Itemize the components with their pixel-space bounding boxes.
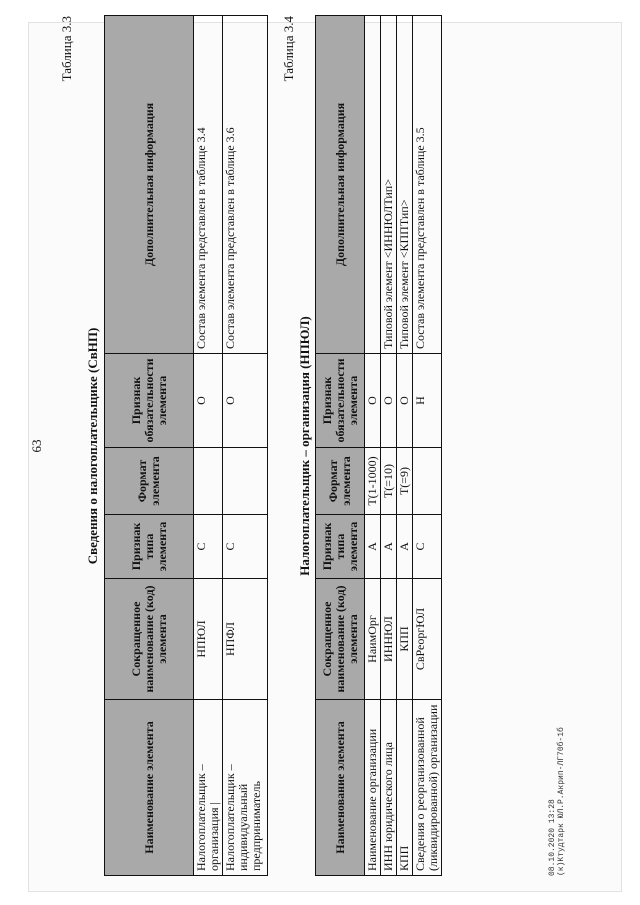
table-cell: Типовой элемент <ИННЮЛТип> xyxy=(381,16,397,354)
table2-header-cell: Признак обязательности элемента xyxy=(316,354,365,448)
table-cell: T(1-1000) xyxy=(365,448,381,515)
table-cell: T(=10) xyxy=(381,448,397,515)
table2-title: Налогоплательщик – организация (НПЮЛ) xyxy=(297,316,312,576)
table-cell: НПФЛ xyxy=(223,579,268,700)
table-cell: ИННЮЛ xyxy=(381,579,397,700)
table-row xyxy=(194,16,223,876)
table1 xyxy=(104,15,268,876)
table-cell: С xyxy=(223,515,268,579)
table1-header-cell: Сокращенное наименование (код) элемента xyxy=(105,579,194,700)
table-row xyxy=(381,16,397,876)
table2-label: Таблица 3.4 xyxy=(281,16,296,82)
table-cell: КПП xyxy=(397,579,413,700)
table-cell: ИНН юридического лица xyxy=(381,700,397,876)
table-cell: О xyxy=(194,354,223,448)
table-cell: СвРеоргЮЛ xyxy=(413,579,442,700)
table-cell: НПЮЛ xyxy=(194,579,223,700)
table-cell: Сведения о реорганизованной (ликвидированной) организации xyxy=(413,700,442,876)
table2 xyxy=(315,15,442,876)
table-cell: С xyxy=(194,515,223,579)
table-cell xyxy=(194,448,223,515)
table-cell: Налогоплательщик – индивидуальный предприниматель xyxy=(223,700,268,876)
table1-header-cell: Дополнительная информация xyxy=(105,16,194,354)
table-cell: Налогоплательщик – организация | xyxy=(194,700,223,876)
table-row xyxy=(365,16,381,876)
table-cell: О xyxy=(365,354,381,448)
table-row xyxy=(223,16,268,876)
table1-title: Сведения о налогоплательщике (СвНП) xyxy=(85,327,100,565)
table1-header-cell: Признак обязательности элемента xyxy=(105,354,194,448)
table2-header-row xyxy=(316,16,365,876)
table2-header-cell: Наименование элемента xyxy=(316,700,365,876)
table-cell: О xyxy=(381,354,397,448)
table-cell xyxy=(365,16,381,354)
table-cell: А xyxy=(365,515,381,579)
table-cell: С xyxy=(413,515,442,579)
table-cell xyxy=(413,448,442,515)
footer-code: (к)Ктудтарк ЮЛ.Р.Акрип-ЛГ70б-1б xyxy=(557,727,566,876)
page-number: 63 xyxy=(29,439,44,453)
rotated-content xyxy=(30,16,590,876)
table1-header-cell: Признак типа элемента xyxy=(105,515,194,579)
table-cell: Состав элемента представлен в таблице 3.5 xyxy=(413,16,442,354)
table-cell: А xyxy=(397,515,413,579)
table-cell: T(=9) xyxy=(397,448,413,515)
table-cell: Наименование организации xyxy=(365,700,381,876)
table-cell: КПП xyxy=(397,700,413,876)
table1-header-cell: Формат элемента xyxy=(105,448,194,515)
table2-header-cell: Признак типа элемента xyxy=(316,515,365,579)
table-cell: Состав элемента представлен в таблице 3.6 xyxy=(223,16,268,354)
table-cell: О xyxy=(397,354,413,448)
table-cell: А xyxy=(381,515,397,579)
table-cell: НаимОрг xyxy=(365,579,381,700)
table-cell: О xyxy=(223,354,268,448)
table-cell xyxy=(223,448,268,515)
table2-header-cell: Сокращенное наименование (код) элемента xyxy=(316,579,365,700)
table-cell: Н xyxy=(413,354,442,448)
table-row xyxy=(413,16,442,876)
table2-header-cell: Дополнительная информация xyxy=(316,16,365,354)
table1-label: Таблица 3.3 xyxy=(59,16,74,82)
table-cell: Состав элемента представлен в таблице 3.4 xyxy=(194,16,223,354)
table1-header-cell: Наименование элемента xyxy=(105,700,194,876)
footer-date: 08.10.2020 13:28 xyxy=(548,799,557,876)
table2-header-cell: Формат элемента xyxy=(316,448,365,515)
table-cell: Типовой элемент <КППТип> xyxy=(397,16,413,354)
table1-header-row xyxy=(105,16,194,876)
table-row xyxy=(397,16,413,876)
